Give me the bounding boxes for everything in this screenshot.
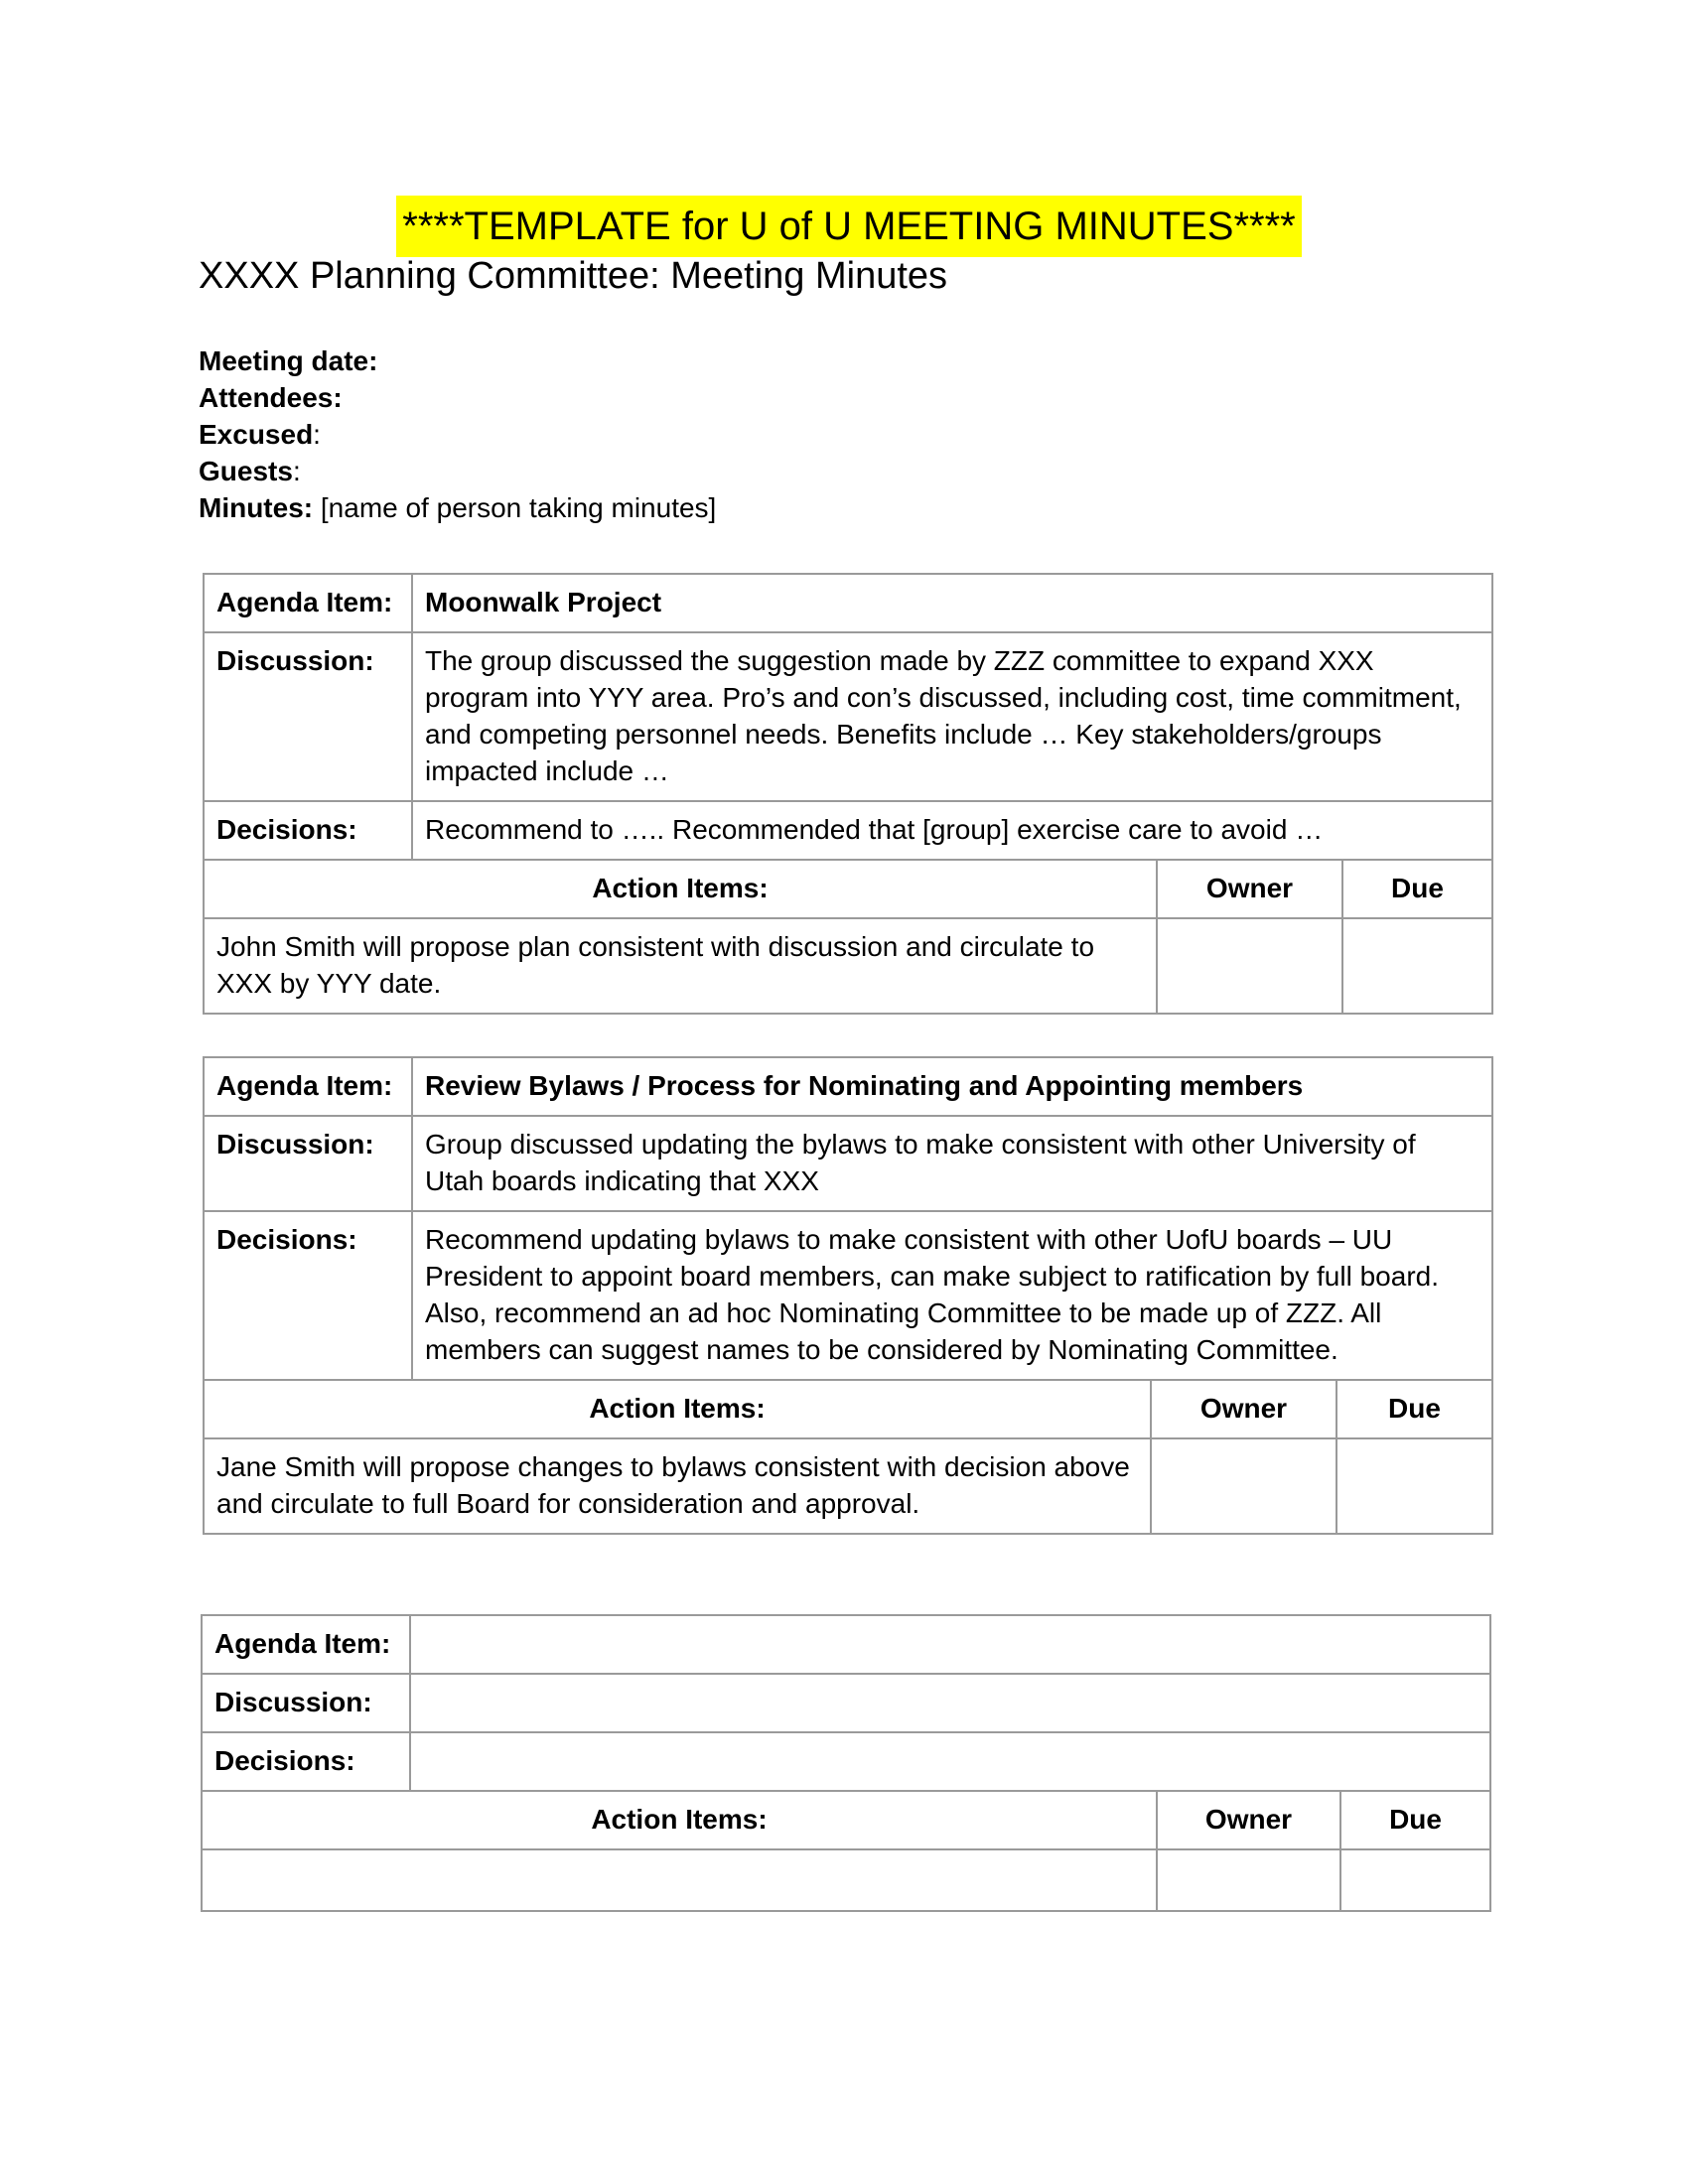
agenda-item-label: Agenda Item: [202,1615,410,1674]
discussion-label: Discussion: [204,632,412,801]
meeting-date-field [199,342,716,379]
meeting-date-label: Meeting date: [199,345,378,376]
agenda-item-row [202,1615,1490,1674]
agenda-item-title: Review Bylaws / Process for Nominating and Appointing members [412,1057,1492,1116]
action-item-text: Jane Smith will propose changes to bylaws consistent with decision above and circulate to full Board for consideration and approval. [204,1438,1151,1534]
action-items-header: Action Items: [204,1380,1151,1438]
excused-value: : [313,419,321,450]
agenda-item-title: Moonwalk Project [412,574,1492,632]
action-items-header: Action Items: [204,860,1157,918]
guests-value: : [292,456,301,486]
document-title: XXXX Planning Committee: Meeting Minutes [199,255,948,297]
owner-header: Owner [1151,1380,1336,1438]
meeting-fields [199,342,716,526]
action-owner [1151,1438,1336,1534]
decisions-label: Decisions: [202,1732,410,1791]
agenda-item-row [204,1057,1492,1116]
action-item-text [202,1849,1157,1911]
action-row [204,1438,1492,1534]
action-header-row [204,1380,1492,1438]
action-header-row [204,860,1492,918]
attendees-field [199,379,716,416]
discussion-row [204,1116,1492,1211]
action-items-header: Action Items: [202,1791,1157,1849]
decisions-row [202,1732,1490,1791]
discussion-row [204,632,1492,801]
due-header: Due [1340,1791,1490,1849]
action-item-text: John Smith will propose plan consistent with discussion and circulate to XXX by YYY date. [204,918,1157,1014]
owner-header: Owner [1157,860,1342,918]
agenda-table [201,1614,1491,1912]
discussion-label: Discussion: [202,1674,410,1732]
discussion-text: The group discussed the suggestion made by ZZZ committee to expand XXX program into YYY area. Pro’s and con’s discussed, including cost, time commitment, and competing personnel needs. Benefits include … Key stakeholders/groups impacted include … [412,632,1492,801]
attendees-label: Attendees: [199,382,343,413]
excused-label: Excused [199,419,314,450]
decisions-row [204,1211,1492,1380]
agenda-item-label: Agenda Item: [204,1057,412,1116]
due-header: Due [1336,1380,1492,1438]
decisions-text [410,1732,1490,1791]
minutes-label: Minutes: [199,492,314,523]
discussion-label: Discussion: [204,1116,412,1211]
banner-row [0,196,1688,257]
decisions-label: Decisions: [204,801,412,860]
owner-header: Owner [1157,1791,1340,1849]
action-due [1336,1438,1492,1534]
action-due [1342,918,1492,1014]
agenda-table [203,573,1493,1015]
decisions-row [204,801,1492,860]
minutes-value: [name of person taking minutes] [313,492,717,523]
excused-field [199,416,716,453]
decisions-label: Decisions: [204,1211,412,1380]
decisions-text: Recommend updating bylaws to make consistent with other UofU boards – UU President to appoint board members, can make subject to ratification by full board. Also, recommend an ad hoc Nominating Committee to be made up of ZZZ. All members can suggest names to be considered by Nominating Committee. [412,1211,1492,1380]
agenda-item-label: Agenda Item: [204,574,412,632]
action-owner [1157,918,1342,1014]
action-due [1340,1849,1490,1911]
guests-field [199,453,716,489]
discussion-row [202,1674,1490,1732]
agenda-item-title [410,1615,1490,1674]
decisions-text: Recommend to ….. Recommended that [group] exercise care to avoid … [412,801,1492,860]
guests-label: Guests [199,456,293,486]
agenda-table [203,1056,1493,1535]
template-banner: ****TEMPLATE for U of U MEETING MINUTES**** [396,196,1301,257]
action-row [204,918,1492,1014]
discussion-text [410,1674,1490,1732]
action-row [202,1849,1490,1911]
discussion-text: Group discussed updating the bylaws to make consistent with other University of Utah boards indicating that XXX [412,1116,1492,1211]
due-header: Due [1342,860,1492,918]
action-owner [1157,1849,1340,1911]
agenda-item-row [204,574,1492,632]
action-header-row [202,1791,1490,1849]
minutes-field [199,489,716,526]
